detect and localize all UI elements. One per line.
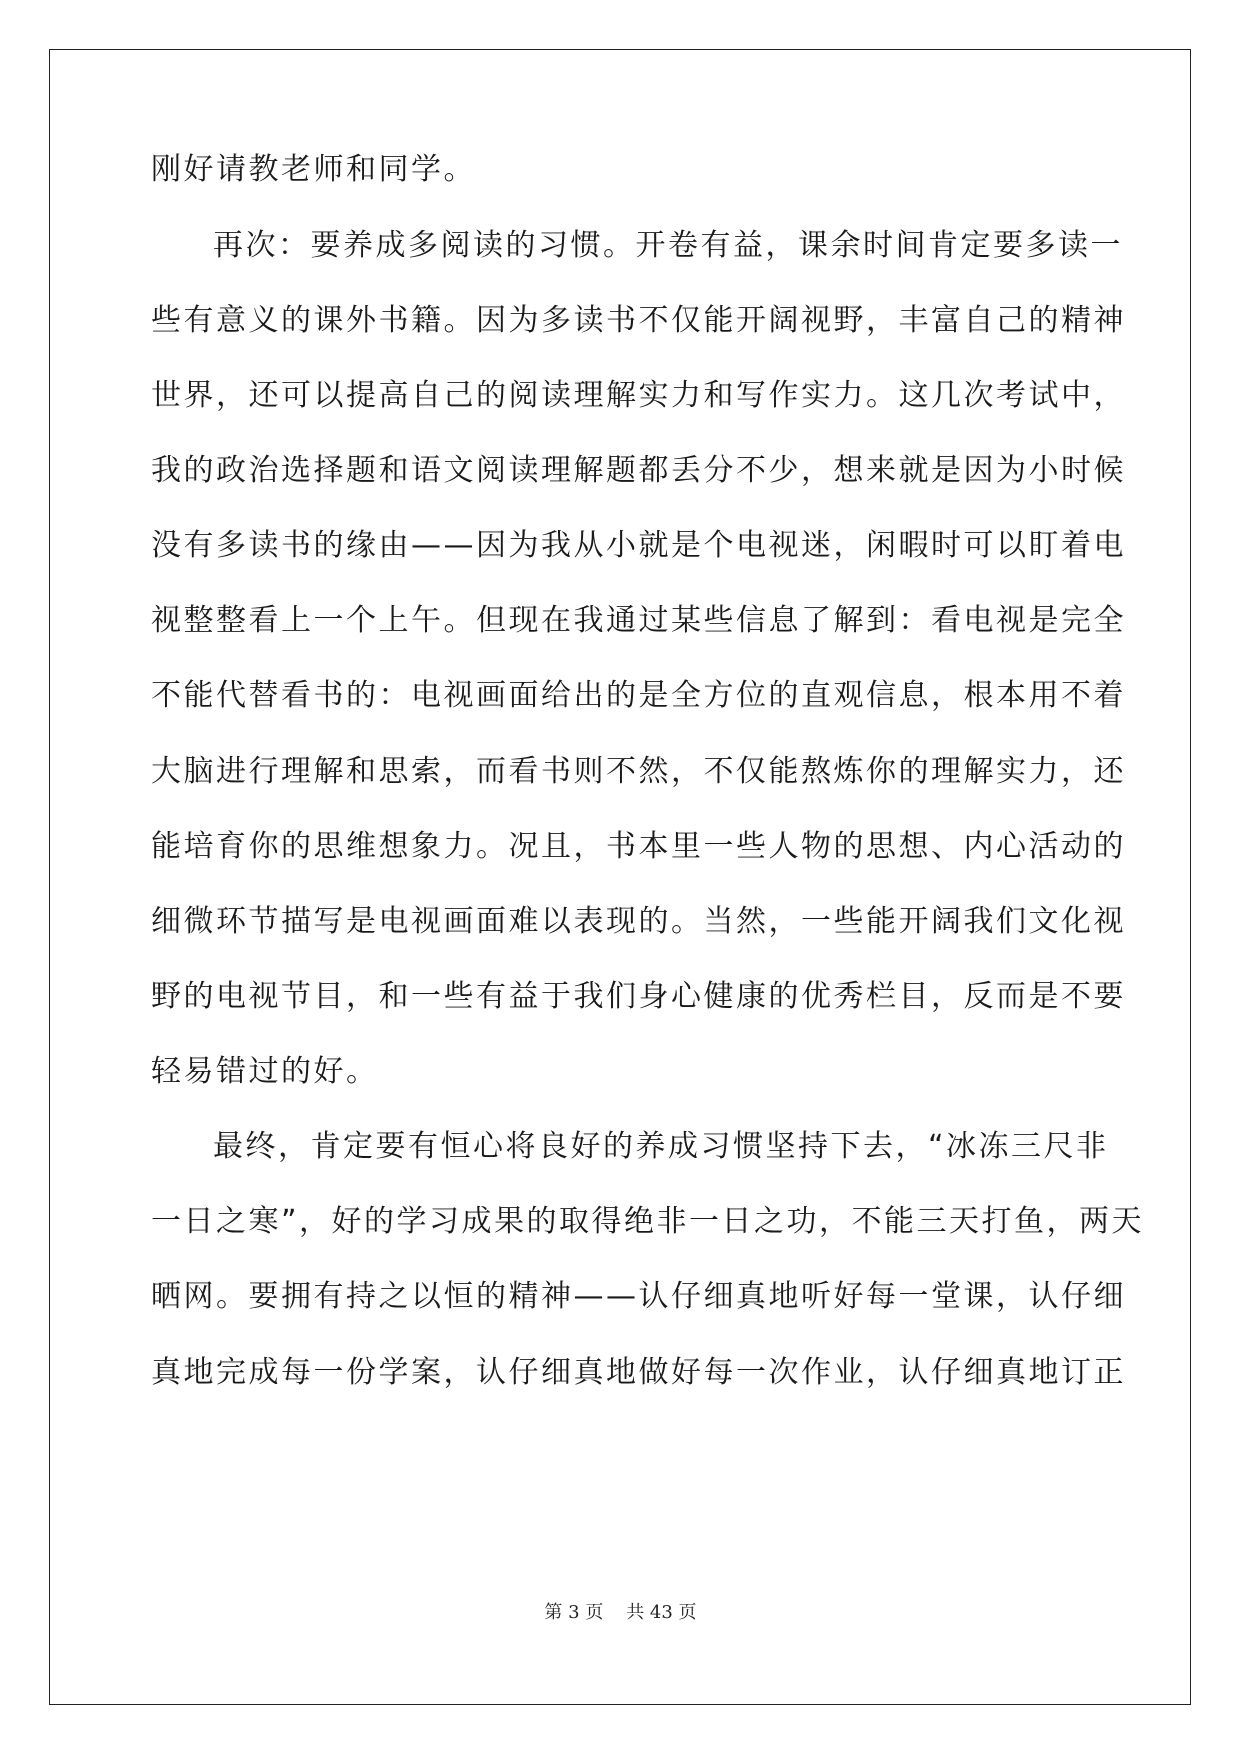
text-line: 刚好请教老师和同学。 [151,152,476,187]
page-number: 第 3 页 共 43 页 [544,1602,697,1623]
text-line: 晒网。要拥有持之以恒的精神——认仔细真地听好每一堂课，认仔细 [151,1279,1126,1314]
page-footer [0,1598,1241,1624]
text-line: 大脑进行理解和思索，而看书则不然，不仅能熬炼你的理解实力，还 [151,754,1126,789]
text-line: 轻易错过的好。 [151,1054,379,1089]
text-line: 我的政治选择题和语文阅读理解题都丢分不少，想来就是因为小时候 [151,453,1126,488]
paragraph-start-line: 再次：要养成多阅读的习惯。开卷有益，课余时间肯定要多读一 [213,228,1123,263]
text-line: 世界，还可以提高自己的阅读理解实力和写作实力。这几次考试中， [151,378,1126,413]
text-line: 不能代替看书的：电视画面给出的是全方位的直观信息，根本用不着 [151,678,1126,713]
text-line: 能培育你的思维想象力。况且，书本里一些人物的思想、内心活动的 [151,829,1126,864]
text-line: 视整整看上一个上午。但现在我通过某些信息了解到：看电视是完全 [151,603,1126,638]
text-line: 真地完成每一份学案，认仔细真地做好每一次作业，认仔细真地订正 [151,1355,1126,1390]
text-line: 一日之寒”，好的学习成果的取得绝非一日之功，不能三天打鱼，两天 [151,1204,1145,1239]
text-line: 没有多读书的缘由——因为我从小就是个电视迷，闲暇时可以盯着电 [151,528,1126,563]
paragraph-start-line: 最终，肯定要有恒心将良好的养成习惯坚持下去，“冰冻三尺非 [213,1129,1109,1164]
text-line: 细微环节描写是电视画面难以表现的。当然，一些能开阔我们文化视 [151,904,1126,939]
text-line: 野的电视节目，和一些有益于我们身心健康的优秀栏目，反而是不要 [151,979,1126,1014]
text-line: 些有意义的课外书籍。因为多读书不仅能开阔视野，丰富自己的精神 [151,303,1126,338]
page-border [49,49,1191,1705]
